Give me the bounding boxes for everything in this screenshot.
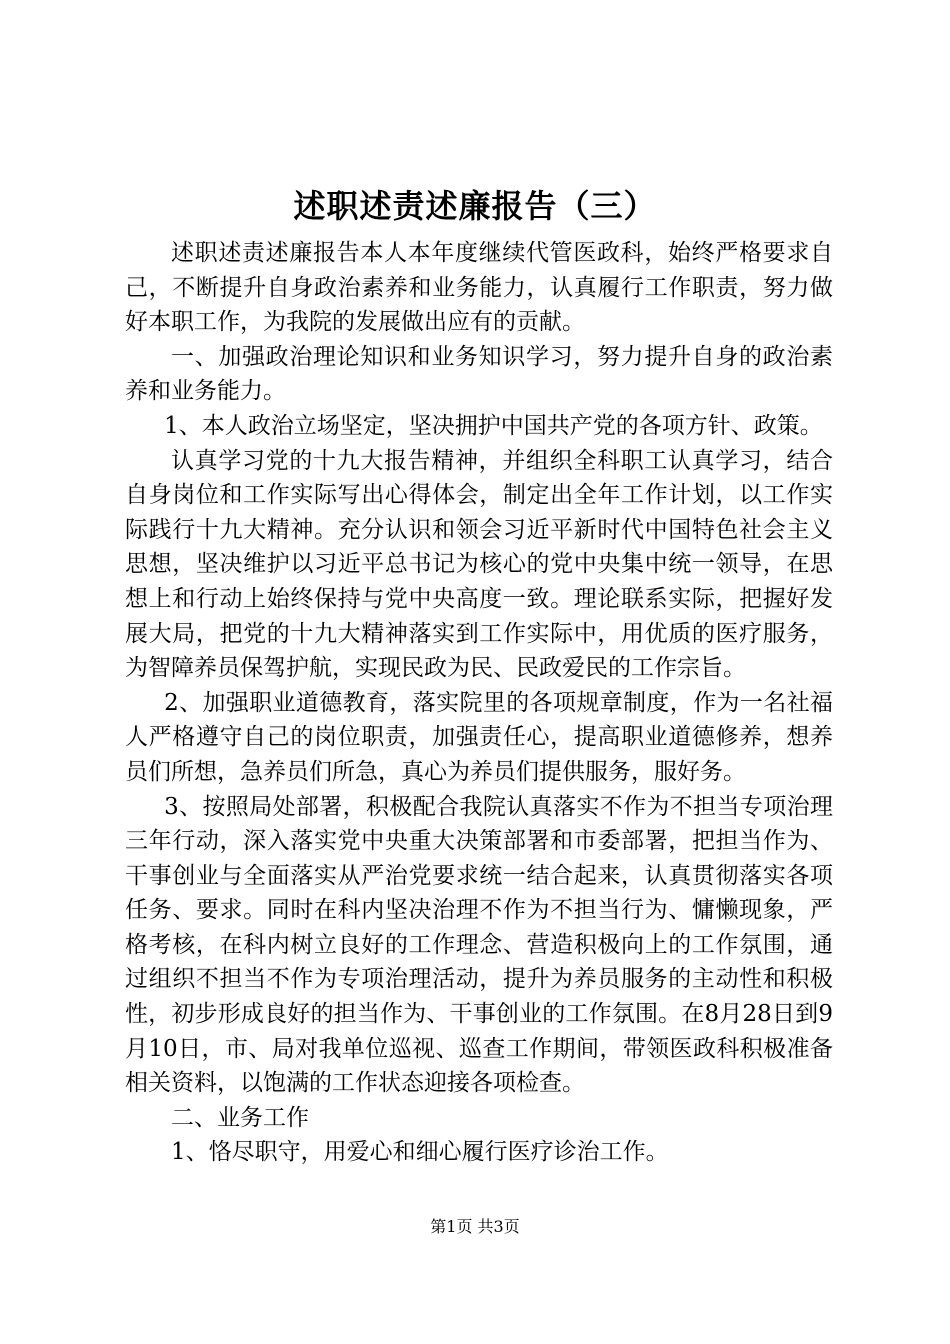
paragraph-section-2-heading: 二、业务工作	[171, 1104, 309, 1131]
paragraph-study: 认真学习党的十九大报告精神，并组织全科职工认真学习，结合自身岗位和工作实际写出心得体会，制定出全年工作计划，以工作实际践行十九大精神。充分认识和领会习近平新时代中国特色社会主义思想，坚决维护以习近平总书记为核心的党中央集中统一领导，在思想上和行动上始终保持与党中央高度一致。理论联系实际，把握好发展大局，把党的十九大精神落实到工作实际中，用优质的医疗服务，为智障养员保驾护航，实现民政为民、民政爱民的工作宗旨。	[125, 447, 833, 682]
paragraph-intro: 述职述责述廉报告本人本年度继续代管医政科，始终严格要求自己，不断提升自身政治素养和业务能力，认真履行工作职责，努力做好本职工作，为我院的发展做出应有的贡献。	[125, 240, 833, 336]
paragraph-item-2: 2、加强职业道德教育，落实院里的各项规章制度，作为一名社福人严格遵守自己的岗位职责，加强责任心，提高职业道德修养，想养员们所想，急养员们所急，真心为养员们提供服务，服好务。	[125, 689, 833, 785]
document-body	[125, 236, 833, 1170]
page-footer: 第1页 共3页	[430, 1217, 520, 1236]
paragraph-section-1-heading: 一、加强政治理论知识和业务知识学习，努力提升自身的政治素养和业务能力。	[125, 343, 833, 405]
paragraph-section-2-item-1: 1、恪尽职守，用爱心和细心履行医疗诊治工作。	[171, 1139, 669, 1166]
paragraph-item-3: 3、按照局处部署，积极配合我院认真落实不作为不担当专项治理三年行动，深入落实党中央重大决策部署和市委部署，把担当作为、干事创业与全面落实从严治党要求统一结合起来，认真贯彻落实各项任务、要求。同时在科内坚决治理不作为不担当行为、慵懒现象，严格考核，在科内树立良好的工作理念、营造积极向上的工作氛围，通过组织不担当不作为专项治理活动，提升为养员服务的主动性和积极性，初步形成良好的担当作为、干事创业的工作氛围。在8月28日到9月10日，市、局对我单位巡视、巡查工作期间，带领医政科积极准备相关资料，以饱满的工作状态迎接各项检查。	[125, 793, 833, 1097]
paragraph-item-1: 1、本人政治立场坚定，坚决拥护中国共产党的各项方针、政策。	[164, 412, 823, 439]
document-title: 述职述责述廉报告（三）	[293, 187, 657, 225]
